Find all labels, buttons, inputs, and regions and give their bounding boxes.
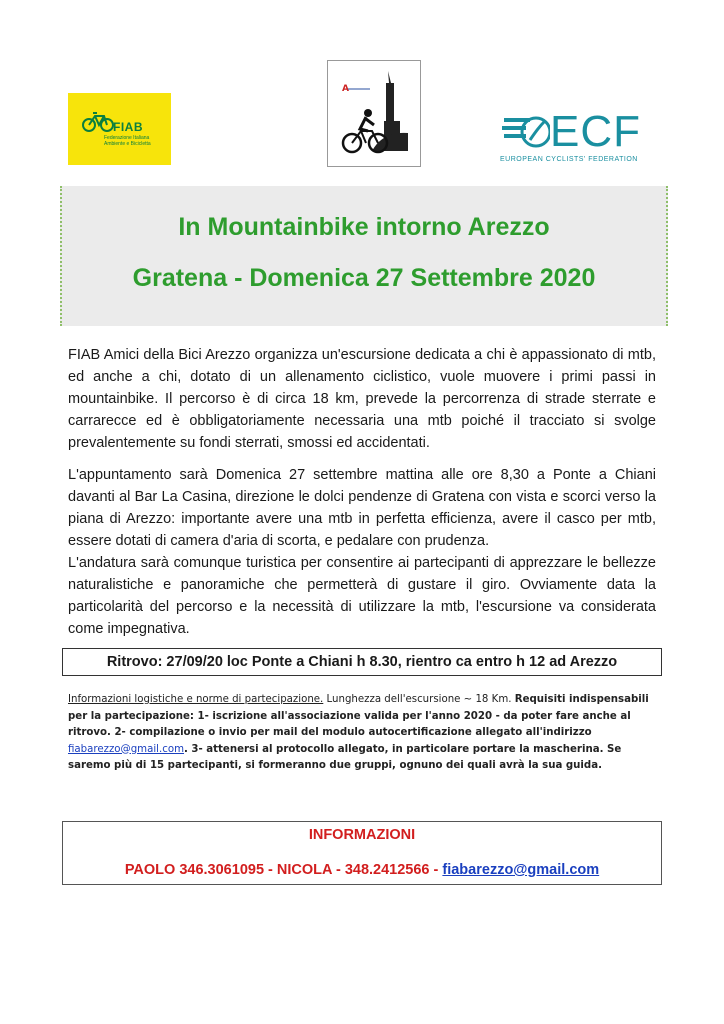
notes-email-link[interactable]: fiabarezzo@gmail.com bbox=[68, 743, 185, 755]
fiab-logo-tagline: Federazione Italiana Ambiente e Bicicletta bbox=[104, 135, 151, 147]
ecf-emblem-icon bbox=[500, 112, 550, 154]
contact-info-title: INFORMAZIONI bbox=[308, 827, 416, 843]
fiab-logo bbox=[68, 93, 171, 165]
ecf-logo-word: ECF bbox=[550, 107, 641, 156]
ecf-logo-subtitle: EUROPEAN CYCLISTS' FEDERATION bbox=[500, 156, 638, 163]
intro-paragraph: FIAB Amici della Bici Arezzo organizza un'escursione dedicata a chi è appassionato di mtb, ed anche a chi, dotato di un allenamento ciclistico, vuole muovere i primi passi in mountainbike. Il percorso è di circa 18 km, prevede la percorrenza di strade sterrate e carrarecce ed è obbligatoriamente necessaria una mtb poiché il tracciato si svolge prevalentemente su fondi sterrati, smossi ed accidentati. bbox=[68, 347, 656, 451]
meeting-point-text: : 27/09/20 loc Ponte a Chiani h 8.30, rientro ca entro h 12 ad Arezzo bbox=[157, 654, 618, 670]
svg-text:A: A bbox=[342, 84, 349, 94]
pace-paragraph: L'andatura sarà comunque turistica per consentire ai partecipanti di apprezzare le bellezze naturalistiche e panoramiche che permetterà di gustare il giro. Ovviamente data la particolarità del percorso e la necessità di utilizzare la mtb, l'escursione va considerata come impegnativa. bbox=[68, 555, 656, 637]
page-title: In Mountainbike intorno Arezzo bbox=[178, 213, 550, 241]
meeting-paragraph: L'appuntamento sarà Domenica 27 settembre mattina alle ore 8,30 a Ponte a Chiani davanti al Bar La Casina, direzione le dolci pendenze di Gratena con vista e scorci verso la piana di Arezzo: importante avere una mtb in perfetta efficienza, avere il casco per mtb, essere dotati di camera d'aria di scorta, e pedalare con prudenza. bbox=[68, 467, 656, 549]
bicycle-icon bbox=[82, 110, 114, 132]
contact-info-line bbox=[63, 862, 661, 878]
title-banner bbox=[60, 186, 668, 326]
contact-info-box bbox=[62, 821, 662, 885]
amici-della-bici-logo bbox=[327, 60, 421, 167]
notes-lead: Lunghezza dell'escursione ~ 18 Km. bbox=[323, 694, 515, 705]
participation-notes bbox=[68, 692, 656, 775]
details-paragraph bbox=[68, 464, 656, 640]
notes-body-1: Requisiti indispensabili per la partecipazione: 1- iscrizione all'associazione valida per l'anno 2020 - da poter fare anche al ritrovo. 2- compilazione o invio per mail del modulo autocertificazione allegato all'indirizzo bbox=[68, 694, 649, 738]
meeting-point-box bbox=[62, 648, 662, 676]
ecf-logo bbox=[500, 107, 656, 170]
contact-phones: PAOLO 346.3061095 - NICOLA - 348.2412566 - bbox=[124, 862, 443, 878]
contact-email-link[interactable]: fiabarezzo@gmail.com bbox=[442, 862, 600, 878]
page-subtitle: Gratena - Domenica 27 Settembre 2020 bbox=[132, 264, 596, 292]
meeting-point-label: Ritrovo bbox=[106, 654, 158, 670]
fiab-logo-word: FIAB bbox=[113, 120, 143, 134]
notes-heading: Informazioni logistiche e norme di partecipazione. bbox=[68, 694, 324, 705]
notes-body-2: . 3- attenersi al protocollo allegato, in particolare portare la mascherina. Se saremo più di 15 partecipanti, si formeranno due gruppi, ognuno dei quali avrà la sua guida. bbox=[68, 743, 622, 771]
